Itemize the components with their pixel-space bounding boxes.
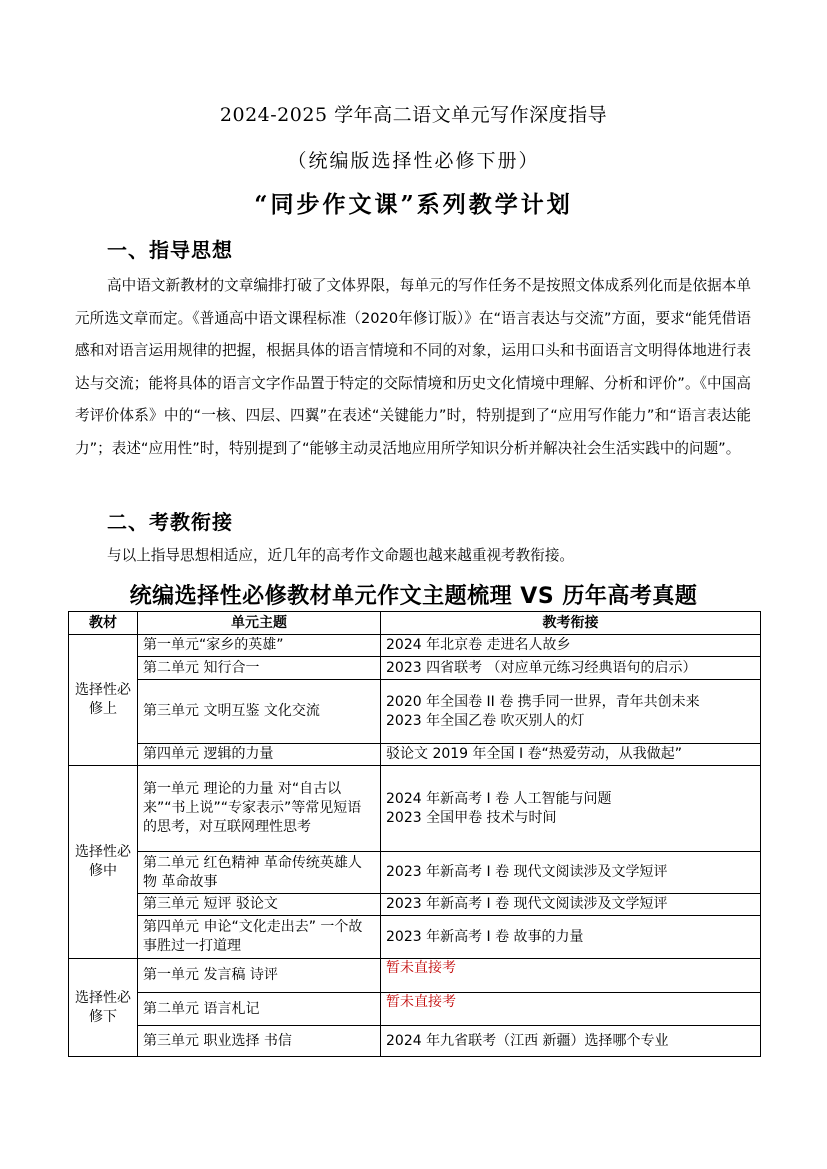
table-row bbox=[69, 744, 761, 766]
guiding-ideas-paragraph: 高中语文新教材的文章编排打破了文体界限，每单元的写作任务不是按照文体成系列化而是依据本单元所选文章而定。《普通高中语文课程标准（2020年修订版）》在“语言表达与交流”方面，要求“能凭借语感和对语言运用规律的把握，根据具体的语言情境和不同的对象，运用口头和书面语言文明得体地进行表达与交流；能将具体的语言文字作品置于特定的交际情境和历史文化情境中理解、分析和评价”。《中国高考评价体系》中的“一核、四层、四翼”在表述“关键能力”时，特别提到了“应用写作能力”和“语言表达能力”；表述“应用性”时，特别提到了“能够主动灵活地应用所学知识分析并解决社会生活实践中的问题”。 bbox=[75, 277, 751, 457]
unit-cell: 第一单元“家乡的英雄” bbox=[138, 635, 381, 657]
table-header-row bbox=[69, 612, 761, 635]
exam-cell bbox=[381, 680, 761, 744]
header-exam-link: 教考衔接 bbox=[381, 612, 761, 635]
unit-cell: 第一单元 发言稿 诗评 bbox=[138, 959, 381, 993]
table-row bbox=[69, 657, 761, 680]
unit-exam-table bbox=[68, 611, 761, 1057]
unit-cell: 第二单元 语言札记 bbox=[138, 993, 381, 1026]
document-title: 2024-2025 学年高二语文单元写作深度指导 bbox=[219, 104, 608, 126]
exam-cell: 2023 年新高考 I 卷 故事的力量 bbox=[381, 916, 761, 959]
exam-teaching-link-paragraph: 与以上指导思想相适应，近几年的高考作文命题也越来越重视考教衔接。 bbox=[107, 547, 575, 564]
table-row bbox=[69, 993, 761, 1026]
table-row bbox=[69, 680, 761, 744]
exam-cell: 2024 年九省联考（江西 新疆）选择哪个专业 bbox=[381, 1026, 761, 1057]
unit-cell: 第三单元 文明互鉴 文化交流 bbox=[138, 680, 381, 744]
header-unit-theme: 单元主题 bbox=[138, 612, 381, 635]
table-title: 统编选择性必修教材单元作文主题梳理 VS 历年高考真题 bbox=[129, 584, 698, 609]
volume-cell: 选择性必修下 bbox=[69, 959, 138, 1057]
unit-cell: 第二单元 红色精神 革命传统英雄人物 革命故事 bbox=[138, 852, 381, 894]
exam-line: 2024 年新高考 I 卷 人工智能与问题 bbox=[386, 790, 612, 807]
exam-cell: 2023 年新高考 I 卷 现代文阅读涉及文学短评 bbox=[381, 852, 761, 894]
unit-cell: 第二单元 知行合一 bbox=[138, 657, 381, 680]
section-heading-exam-teaching-link: 二、考教衔接 bbox=[107, 510, 233, 534]
exam-line: 2023 年全国乙卷 吹灭别人的灯 bbox=[386, 712, 585, 729]
section-heading-guiding-ideas: 一、指导思想 bbox=[107, 238, 233, 262]
exam-line: 2020 年全国卷 II 卷 携手同一世界，青年共创未来 bbox=[386, 693, 700, 710]
document-subtitle: （统编版选择性必修下册） bbox=[287, 150, 540, 172]
exam-cell bbox=[381, 766, 761, 852]
unit-cell: 第四单元 逻辑的力量 bbox=[138, 744, 381, 766]
table-row bbox=[69, 766, 761, 852]
unit-cell: 第四单元 申论“文化走出去” 一个故事胜过一打道理 bbox=[138, 916, 381, 959]
exam-cell: 2023 四省联考 （对应单元练习经典语句的启示） bbox=[381, 657, 761, 680]
table-row bbox=[69, 959, 761, 993]
table-row bbox=[69, 894, 761, 916]
table-row bbox=[69, 1026, 761, 1057]
volume-cell: 选择性必修上 bbox=[69, 635, 138, 766]
unit-cell: 第一单元 理论的力量 对“自古以来”“书上说”“专家表示”等常见短语的思考，对互联网理性思考 bbox=[138, 766, 381, 852]
unit-cell: 第三单元 职业选择 书信 bbox=[138, 1026, 381, 1057]
table-row bbox=[69, 635, 761, 657]
exam-cell-not-tested: 暂未直接考 bbox=[381, 993, 761, 1026]
table-row bbox=[69, 852, 761, 894]
header-textbook: 教材 bbox=[69, 612, 138, 635]
exam-cell: 驳论文 2019 年全国 I 卷“热爱劳动，从我做起” bbox=[381, 744, 761, 766]
volume-cell: 选择性必修中 bbox=[69, 766, 138, 959]
exam-cell-not-tested: 暂未直接考 bbox=[381, 959, 761, 993]
exam-line: 2023 全国甲卷 技术与时间 bbox=[386, 809, 557, 826]
exam-cell: 2023 年新高考 I 卷 现代文阅读涉及文学短评 bbox=[381, 894, 761, 916]
exam-cell: 2024 年北京卷 走进名人故乡 bbox=[381, 635, 761, 657]
unit-cell: 第三单元 短评 驳论文 bbox=[138, 894, 381, 916]
series-title: “同步作文课”系列教学计划 bbox=[254, 191, 573, 218]
table-row bbox=[69, 916, 761, 959]
